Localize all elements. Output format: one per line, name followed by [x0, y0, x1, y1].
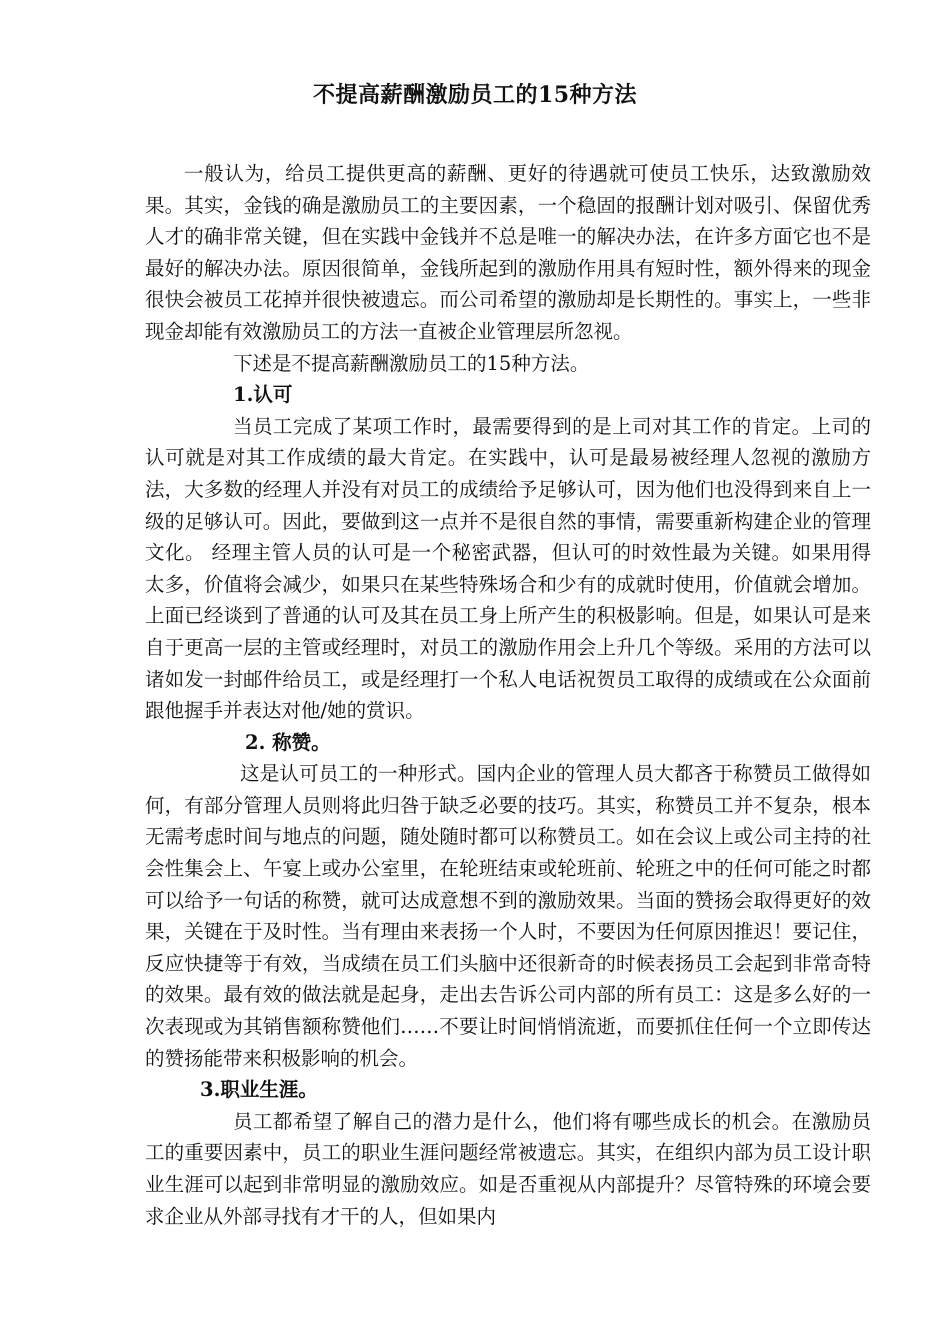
intro-paragraph: 一般认为，给员工提供更高的薪酬、更好的待遇就可使员工快乐，达致激励效果。其实，金钱的确是激励员工的主要因素，一个稳固的报酬计划对吸引、保留优秀人才的确非常关键，但在实践中金钱并不总是唯一的解决办法，在许多方面它也不是最好的解决办法。原因很简单，金钱所起到的激励作用具有短时性，额外得来的现金很快会被员工花掉并很快被遗忘。而公司希望的激励却是长期性的。事实上，一些非现金却能有效激励员工的方法一直被企业管理层所忽视。	[145, 162, 871, 343]
section-paragraph-praise: 这是认可员工的一种形式。国内企业的管理人员大都吝于称赞员工做得如何，有部分管理人员则将此归咎于缺乏必要的技巧。其实，称赞员工并不复杂，根本无需考虑时间与地点的问题，随处随时都可以称赞员工。如在会议上或公司主持的社会性集会上、午宴上或办公室里，在轮班结束或轮班前、轮班之中的任何可能之时都可以给予一句话的称赞，就可达成意想不到的激励效果。当面的赞扬会取得更好的效果，关键在于及时性。当有理由来表扬一个人时，不要因为任何原因推迟！要记住，反应快捷等于有效，当成绩在员工们头脑中还很新奇的时候表扬员工会起到非常奇特的效果。最有效的做法就是起身，走出去告诉公司内部的所有员工：这是多么好的一次表现或为其销售额称赞他们……不要让时间悄悄流逝，而要抓住任何一个立即传达的赞扬能带来积极影响的机会。	[145, 762, 871, 1070]
section-paragraph-recognition: 当员工完成了某项工作时，最需要得到的是上司对其工作的肯定。上司的认可就是对其工作成绩的最大肯定。在实践中，认可是最易被经理人忽视的激励方法，大多数的经理人并没有对员工的成绩给予足够认可，因为他们也没得到来自上一级的足够认可。因此，要做到这一点并不是很自然的事情，需要重新构建企业的管理文化。 经理主管人员的认可是一个秘密武器，但认可的时效性最为关键。如果用得太多，价值将会减少，如果只在某些特殊场合和少有的成就时使用，价值就会增加。上面已经谈到了普通的认可及其在员工身上所产生的积极影响。但是，如果认可是来自于更高一层的主管或经理时，对员工的激励作用会上升几个等级。采用的方法可以诸如发一封邮件给员工，或是经理打一个私人电话祝贺员工取得的成绩或在公众面前跟他握手并表达对他/她的赏识。	[145, 414, 871, 723]
section-heading-recognition: 1.认可	[233, 383, 293, 407]
section-paragraph-career: 员工都希望了解自己的潜力是什么，他们将有哪些成长的机会。在激励员工的重要因素中，员工的职业生涯问题经常被遗忘。其实，在组织内部为员工设计职业生涯可以起到非常明显的激励效应。如是否重视从内部提升？尽管特殊的环境会要求企业从外部寻找有才干的人，但如果内	[145, 1109, 871, 1228]
document-body	[145, 158, 871, 1232]
section-heading-career: 3.职业生涯。	[200, 1078, 318, 1102]
document-title: 不提高薪酬激励员工的15种方法	[312, 82, 638, 108]
lead-in-paragraph: 下述是不提高薪酬激励员工的15种方法。	[233, 351, 590, 375]
section-heading-praise: 2. 称赞。	[245, 730, 331, 754]
